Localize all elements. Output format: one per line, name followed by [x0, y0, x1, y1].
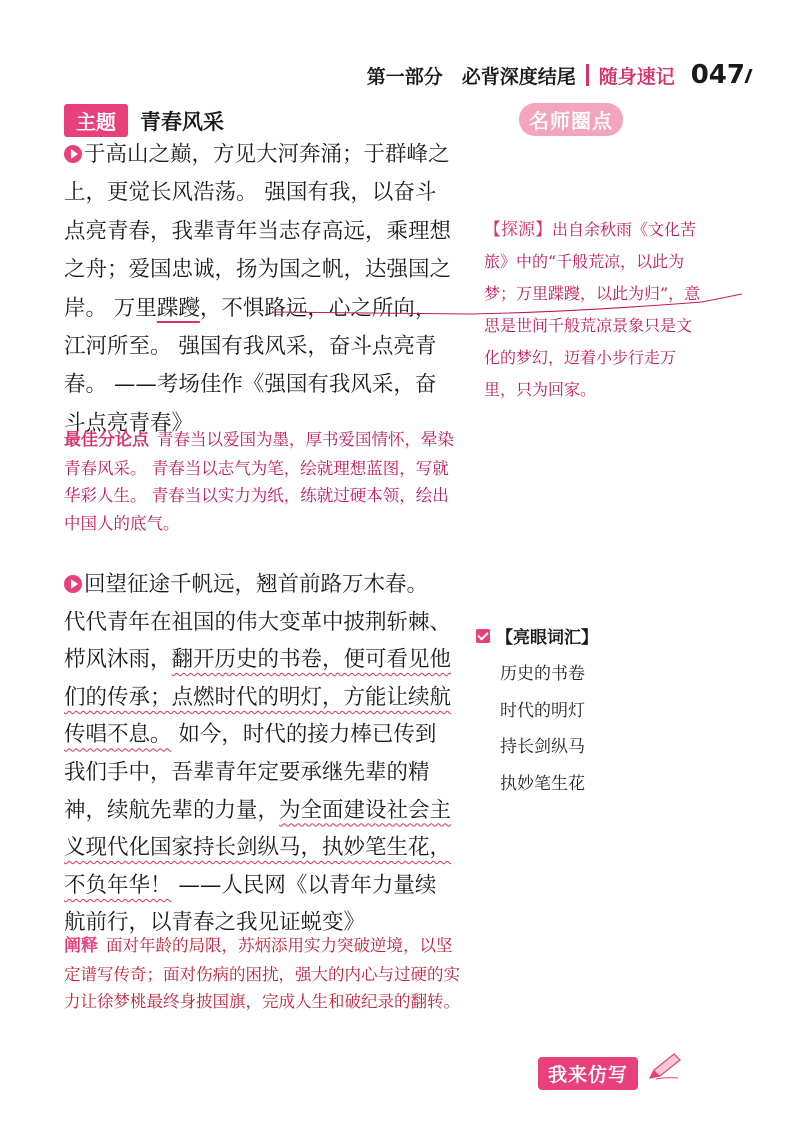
explanation-label: 阐释 — [64, 936, 98, 956]
quote1-text-c: ，不惧路远，心之所向，江河所至。 强国有我风采，奋斗点亮青春。 ——考场佳作《强国有我风采，奋斗点亮青春》 — [64, 295, 437, 436]
vocabulary-heading — [476, 623, 598, 648]
teacher-notes-badge: 名师圈点 — [519, 103, 623, 136]
vocabulary-item: 时代的明灯 — [500, 700, 585, 721]
pencil-icon — [648, 1052, 682, 1080]
best-point-label: 最佳分论点 — [64, 430, 149, 450]
vocabulary-item: 历史的书卷 — [500, 664, 585, 684]
quote-paragraph-1 — [64, 136, 454, 443]
page-number: 047 — [691, 60, 750, 90]
quote2-highlight-2: 为全面建设社会主义现代化国家持长剑纵马，执妙笔生花，不负年华！ — [64, 797, 452, 898]
header-subtitle: 随身速记 — [598, 65, 675, 88]
source-text: 出自余秋雨《文化苦旅》中的“千般荒凉，以此为梦；万里蹀躞，以此为归”，意思是世间千般荒凉景象只是文化的梦幻，迈着小步行走万里，只为回家。 — [484, 220, 701, 399]
quote-paragraph-2 — [64, 566, 454, 942]
vocabulary-item: 执妙笔生花 — [500, 773, 585, 794]
topic-badge: 主题 — [64, 104, 128, 137]
source-note — [484, 214, 706, 406]
topic-row — [64, 104, 224, 137]
vocabulary-title: 【亮眼词汇】 — [496, 628, 598, 648]
best-point-text: 青春当以爱国为墨，厚书爱国情怀，晕染青春风采。 青春当以志气为笔，绘就理想蓝图，写就华彩人生。 青春当以实力为纸，练就过硬本领，绘出中国人的底气。 — [64, 430, 454, 533]
source-label: 【探源】 — [484, 220, 552, 240]
play-bullet-icon — [64, 145, 82, 163]
vocabulary-item: 持长剑纵马 — [500, 737, 585, 757]
best-point-note — [64, 426, 460, 537]
quote2-highlight-1: 翻开历史的书卷，便可看见他们的传承；点燃时代的明灯，方能让续航传唱不息。 — [64, 647, 452, 748]
header-divider — [586, 64, 589, 86]
quote1-text-a: 于高山之巅，方见大河奔涌；于群峰之上，更觉长风浩荡。 强国有我，以奋斗点亮青春，我辈青年当志存高远，乘理想之舟；爱国忠诚，扬为国之帆，达强国之岸。 万里 — [64, 142, 452, 321]
header-section-title: 第一部分 必背深度结尾 — [366, 65, 576, 88]
topic-title: 青春风采 — [140, 109, 224, 134]
play-bullet-icon — [64, 575, 82, 593]
quote2-text-a: 回望征途千帆远，翘首前路万木春。 代代青年在祖国的伟大变革中披荆斩棘、栉风沐雨， — [64, 572, 452, 673]
vocabulary-box — [476, 623, 598, 802]
checkbox-icon — [476, 629, 490, 643]
quote2-text-c: 如今，时代的接力棒已传到我们手中，吾辈青年定要承继先辈的精神，续航先辈的力量， — [64, 722, 437, 823]
quote1-highlight-word: 蹀躞 — [156, 295, 200, 321]
explanation-text: 面对年龄的局限，苏炳添用实力突破逆境，以坚定谱写传奇；面对伤病的困扰，强大的内心与过硬的实力让徐梦桃最终身披国旗，完成人生和破纪录的翻转。 — [64, 936, 460, 1011]
running-header — [367, 60, 750, 90]
explanation-note — [64, 932, 460, 1016]
imitate-writing-button[interactable]: 我来仿写 — [538, 1057, 638, 1090]
quote2-text-e: ——人民网《以青年力量续航前行，以青春之我见证蜕变》 — [64, 872, 437, 936]
